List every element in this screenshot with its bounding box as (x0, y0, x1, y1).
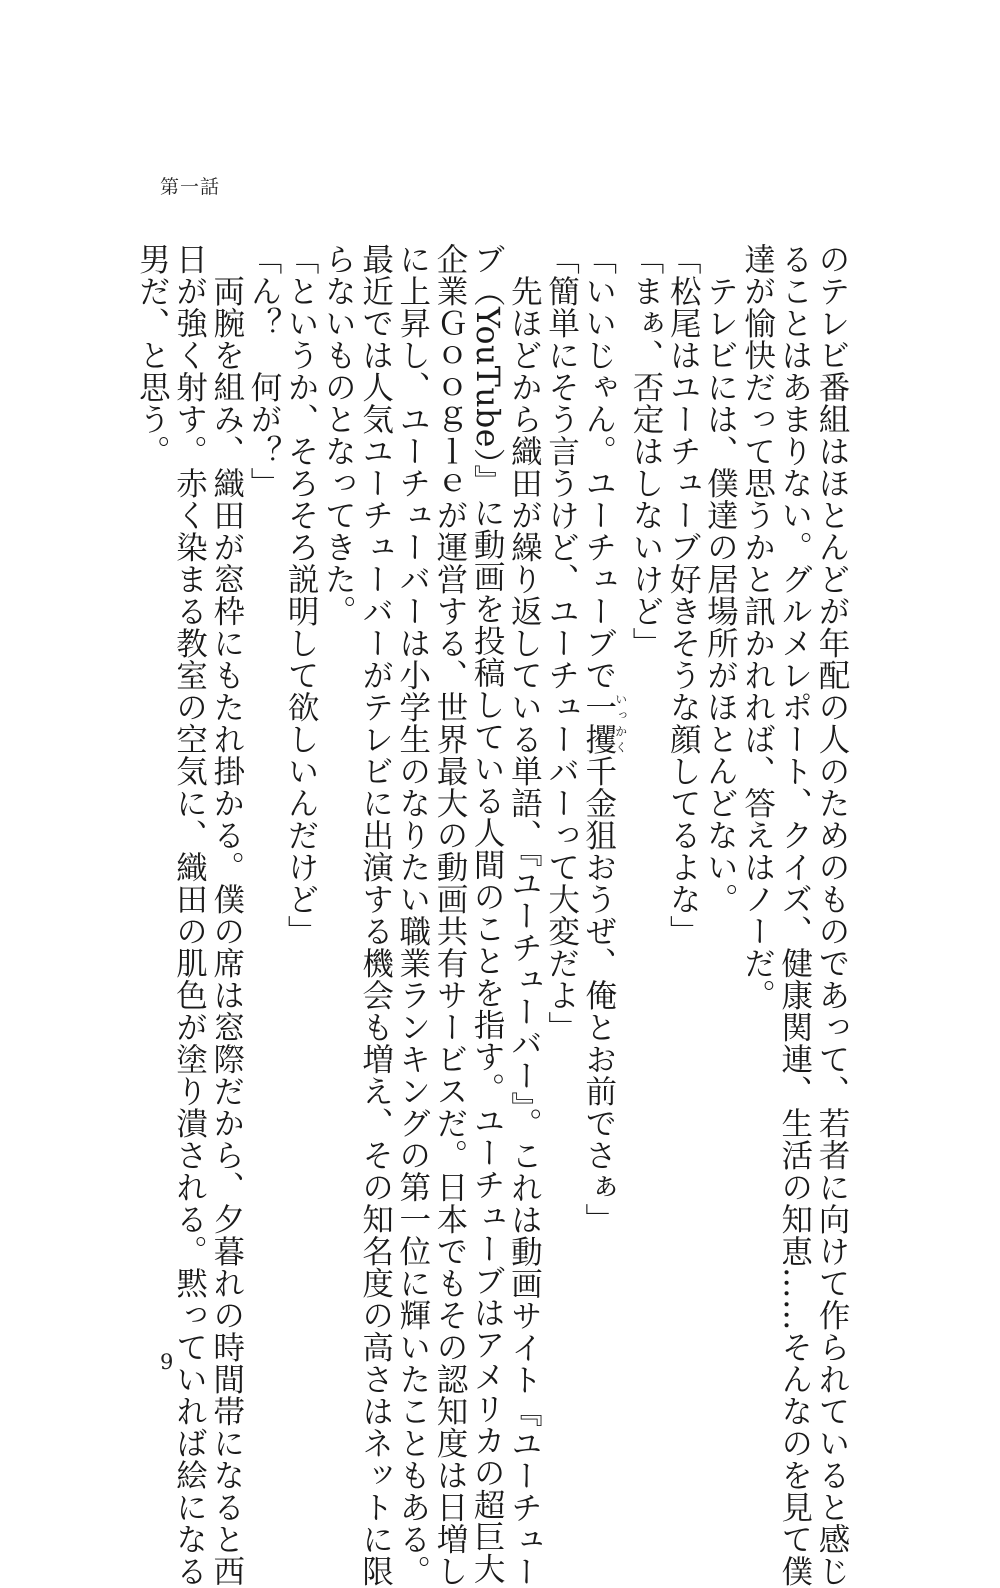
text-line-1: のテレビ番組はほとんどが年配の人のためのものであって、若者に向けて作られていると感じ (814, 243, 850, 1587)
text-line-2: ることはあまりない。グルメレポート、クイズ、健康関連、生活の知恵……そんなのを見て僕 (776, 243, 813, 1587)
text-line-7-end: 千金狙おうぜ、俺とお前でさぁ」 (580, 755, 617, 1235)
page-number: 9 (160, 1350, 174, 1374)
text-line-13: 最近では人気ユーチューバーがテレビに出演する機会も増え、その知名度の高さはネットに限 (357, 243, 394, 1587)
text-line-7-start: 「いいじゃん。ユーチューブで (580, 243, 617, 691)
text-line-15: 「というか、そろそろ説明して欲しいんだけど」 (283, 243, 320, 947)
text-line-17: 両腕を組み、織田が窓枠にもたれ掛かる。僕の席は窓際だから、夕暮れの時間帯になると西 (208, 243, 245, 1587)
chapter-header: 第一話 (160, 176, 221, 198)
text-line-3: 達が愉快だって思うかと訊かれれば、答えはノーだ。 (739, 243, 776, 1011)
text-line-7 (580, 243, 627, 1325)
text-line-14: らないものとなってきた。 (320, 243, 357, 627)
text-line-19: 男だ、と思う。 (134, 243, 171, 467)
text-line-10: ブ（YouTube）』に動画を投稿している人間のことを指す。ユーチューブはアメリカの超巨大 (469, 243, 506, 1585)
text-line-5: 「松尾はユーチューブ好きそうな顔してるよな」 (665, 243, 702, 947)
text-line-18: 日が強く射す。赤く染まる教室の空気に、織田の肌色が塗り潰される。黙っていれば絵になる (171, 243, 208, 1587)
text-line-12: に上昇し、ユーチューバーは小学生のなりたい職業ランキングの第一位に輝いたこともある。 (394, 243, 431, 1587)
body-text (133, 243, 850, 1588)
text-line-4: テレビには、僕達の居場所がほとんどない。 (702, 243, 739, 915)
text-line-9: 先ほどから織田が繰り返している単語、『ユーチューバー』。これは動画サイト『ユーチュー (506, 243, 543, 1588)
furigana-ikkaku: 一攫いっかく (580, 691, 628, 755)
text-line-6: 「まぁ、否定はしないけど」 (627, 243, 664, 659)
text-line-11: 企業Ｇｏｏｇｌｅが運営する、世界最大の動画共有サービスだ。日本でもその認知度は日増し (431, 243, 468, 1587)
text-line-8: 「簡単にそう言うけど、ユーチューバーって大変だよ」 (543, 243, 580, 1043)
text-line-16: 「ん？ 何が？」 (245, 243, 282, 499)
